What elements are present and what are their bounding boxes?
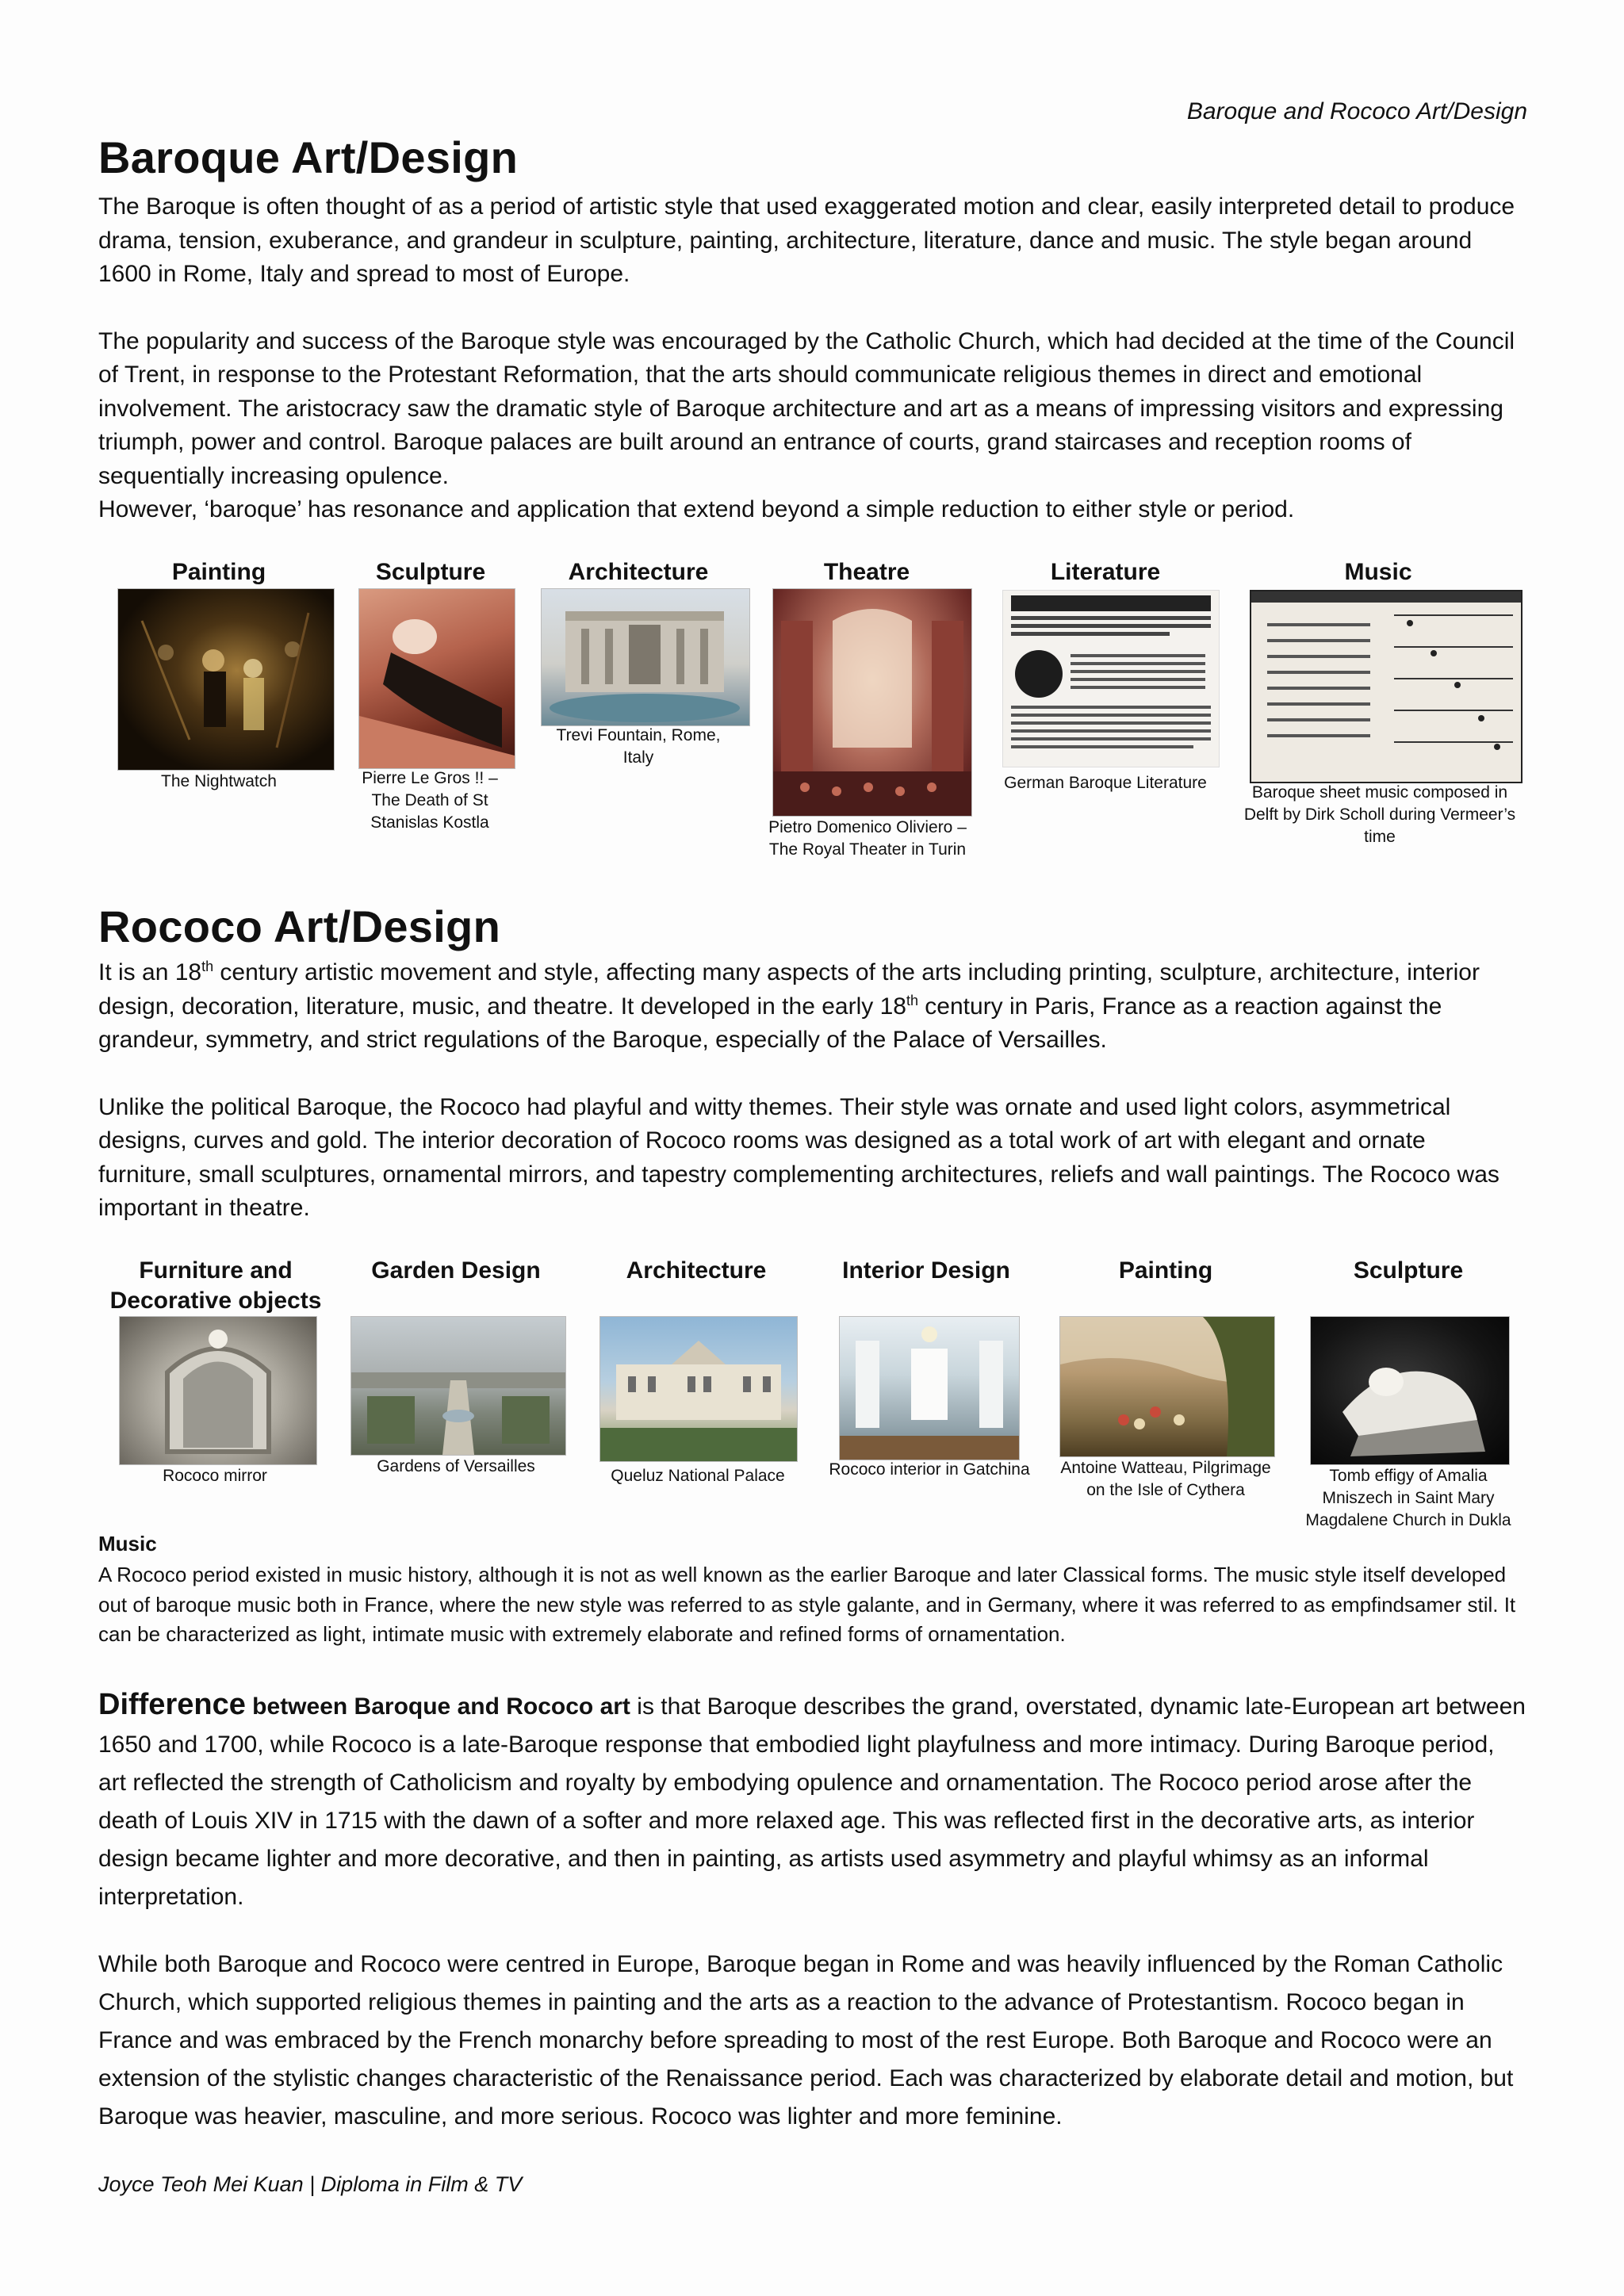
nightwatch-figures-graphic [118, 589, 334, 770]
effigy-graphic [1311, 1317, 1509, 1464]
rococo-label-garden: Garden Design [371, 1257, 541, 1284]
baroque-intro [98, 190, 1526, 527]
rococo-title: Rococo Art/Design [98, 901, 501, 951]
caption-music: Baroque sheet music composed in Delft by Dirk Scholl during Vermeer’s time [1243, 783, 1516, 846]
gardens-versailles-image [350, 1316, 566, 1456]
theater-stage-graphic [773, 589, 971, 816]
baroque-title: Baroque Art/Design [98, 132, 519, 182]
caption-gardens: Gardens of Versailles [377, 1457, 535, 1475]
painting-scene-graphic [1060, 1317, 1274, 1456]
sculpture-image [358, 588, 515, 769]
caption-rococo-mirror: Rococo mirror [163, 1467, 267, 1485]
music-paragraph: A Rococo period existed in music history, although it is not as well known as the earlier Baroque and later Classical forms. The music style itself developed out of baroque music both in France, where the new style was referred to as style galante, and in Germany, where it was referred to as empfindsamer stil. It can be characterized as light, intimate music with extremely elaborate and refined forms of ornamentation. [98, 1563, 1516, 1646]
baroque-label-music: Music [1344, 559, 1412, 585]
trevi-fountain-image [541, 588, 750, 726]
tomb-effigy-image [1310, 1316, 1510, 1465]
difference-lead-sub: between Baroque and Rococo art [245, 1693, 630, 1720]
palace-graphic [600, 1317, 797, 1461]
gardens-graphic [351, 1317, 565, 1455]
sheet-music-image [1250, 590, 1522, 783]
caption-watteau: Antoine Watteau, Pilgrimage on the Isle of Cythera [1060, 1459, 1271, 1499]
literature-text-graphic [1003, 591, 1219, 767]
difference-lead: Difference [98, 1688, 246, 1721]
rococo-paragraph-2: Unlike the political Baroque, the Rococo had playful and witty themes. Their style was ornate and used light colors, asymmetrical designs, curves and gold. The interior decoration of Rococo rooms was designed as a total work of art with elegant and ornate furniture, small sculptures, ornamental mirrors, and tapestry complementing architectures, reliefs and wall paintings. The Rococo was important in theatre. [98, 1093, 1500, 1221]
caption-literature: German Baroque Literature [1004, 774, 1207, 792]
baroque-paragraph-3: However, ‘baroque’ has resonance and application that extend beyond a simple reduction to either style or period. [98, 496, 1295, 522]
rococo-paragraph-1: It is an 18th century artistic movement and style, affecting many aspects of the arts including printing, sculpture, architecture, interior design, decoration, literature, music, and theatre. It developed in the early 18th century in Paris, France as a reaction against the grandeur, symmetry, and strict regulations of the Baroque, especially of the Palace of Versailles. [98, 959, 1480, 1053]
interior-graphic [840, 1317, 1019, 1460]
caption-sculpture: Pierre Le Gros !! – The Death of St Stanislas Kostla [362, 769, 498, 832]
baroque-label-theatre: Theatre [823, 559, 910, 585]
music-subheading: Music [98, 1532, 157, 1556]
watteau-painting-image [1059, 1316, 1275, 1457]
mirror-graphic [120, 1317, 316, 1464]
rococo-label-interior: Interior Design [842, 1257, 1010, 1284]
queluz-palace-image [599, 1316, 798, 1462]
caption-gatchina: Rococo interior in Gatchina [829, 1460, 1030, 1479]
rococo-label-sculpture: Sculpture [1353, 1257, 1464, 1284]
rococo-intro [98, 956, 1526, 1226]
baroque-label-painting: Painting [171, 559, 266, 585]
baroque-label-architecture: Architecture [568, 559, 709, 585]
rococo-label-architecture: Architecture [626, 1257, 767, 1284]
rococo-mirror-image [119, 1316, 317, 1465]
rococo-label-painting: Painting [1118, 1257, 1213, 1284]
german-literature-image [1002, 590, 1220, 767]
sheet-music-graphic [1251, 591, 1521, 782]
difference-paragraph-2: While both Baroque and Rococo were centred in Europe, Baroque began in Rome and was heavily influenced by the Roman Catholic Church, which supported religious themes in painting and the arts as a reaction to the advance of Protestantism. Rococo began in France and was embraced by the French monarchy before spreading to most of the rest Europe. Both Baroque and Rococo were an extension of the stylistic changes characteristic of the Renaissance period. Each was characterized by elaborate detail and motion, but Baroque was heavier, masculine, and more serious. Rococo was lighter and more feminine. [98, 1951, 1514, 2130]
baroque-paragraph-1: The Baroque is often thought of as a period of artistic style that used exaggerated motion and clear, easily interpreted detail to produce drama, tension, exuberance, and grandeur in sculpture, painting, architecture, literature, dance and music. The style began around 1600 in Rome, Italy and spread to most of Europe. [98, 193, 1515, 287]
trevi-facade-graphic [542, 589, 749, 725]
caption-queluz: Queluz National Palace [611, 1467, 785, 1485]
rococo-label-furniture: Furniture and Decorative objects [109, 1257, 322, 1314]
footer-credit: Joyce Teoh Mei Kuan | Diploma in Film & TV [98, 2172, 523, 2196]
caption-nightwatch: The Nightwatch [161, 772, 277, 790]
royal-theater-image [772, 588, 972, 817]
difference-paragraph-1: Difference between Baroque and Rococo art is that Baroque describes the grand, overstated, dynamic late-European art between 1650 and 1700, while Rococo is a late-Baroque response that embodied light playfulness and more intimacy. During Baroque period, art reflected the strength of Catholicism and royalty by embodying opulence and ornamentation. The Rococo period arose after the death of Louis XIV in 1715 with the dawn of a softer and more relaxed age. This was reflected first in the decorative arts, as interior design became lighter and more decorative, and then in painting, as artists used asymmetry and playful whimsy as an informal interpretation. [98, 1688, 1526, 1910]
baroque-label-literature: Literature [1050, 559, 1161, 585]
gatchina-interior-image [839, 1316, 1020, 1460]
caption-tomb-effigy: Tomb effigy of Amalia Mniszech in Saint Mary Magdalene Church in Dukla [1305, 1467, 1511, 1529]
baroque-label-sculpture: Sculpture [375, 559, 486, 585]
caption-theater: Pietro Domenico Oliviero – The Royal Theater in Turin [768, 818, 967, 859]
sculpture-figure-graphic [359, 589, 515, 768]
running-header: Baroque and Rococo Art/Design [1186, 98, 1527, 124]
caption-trevi: Trevi Fountain, Rome, Italy [556, 726, 721, 767]
baroque-paragraph-2: The popularity and success of the Baroque style was encouraged by the Catholic Church, which had decided at the time of the Council of Trent, in response to the Protestant Reformation, that the arts should communicate religious themes in direct and emotional involvement. The aristocracy saw the dramatic style of Baroque architecture and art as a means of impressing visitors and expressing triumph, power and control. Baroque palaces are built around an entrance of courts, grand staircases and reception rooms of sequentially increasing opulence. [98, 327, 1515, 489]
nightwatch-image [117, 588, 335, 771]
